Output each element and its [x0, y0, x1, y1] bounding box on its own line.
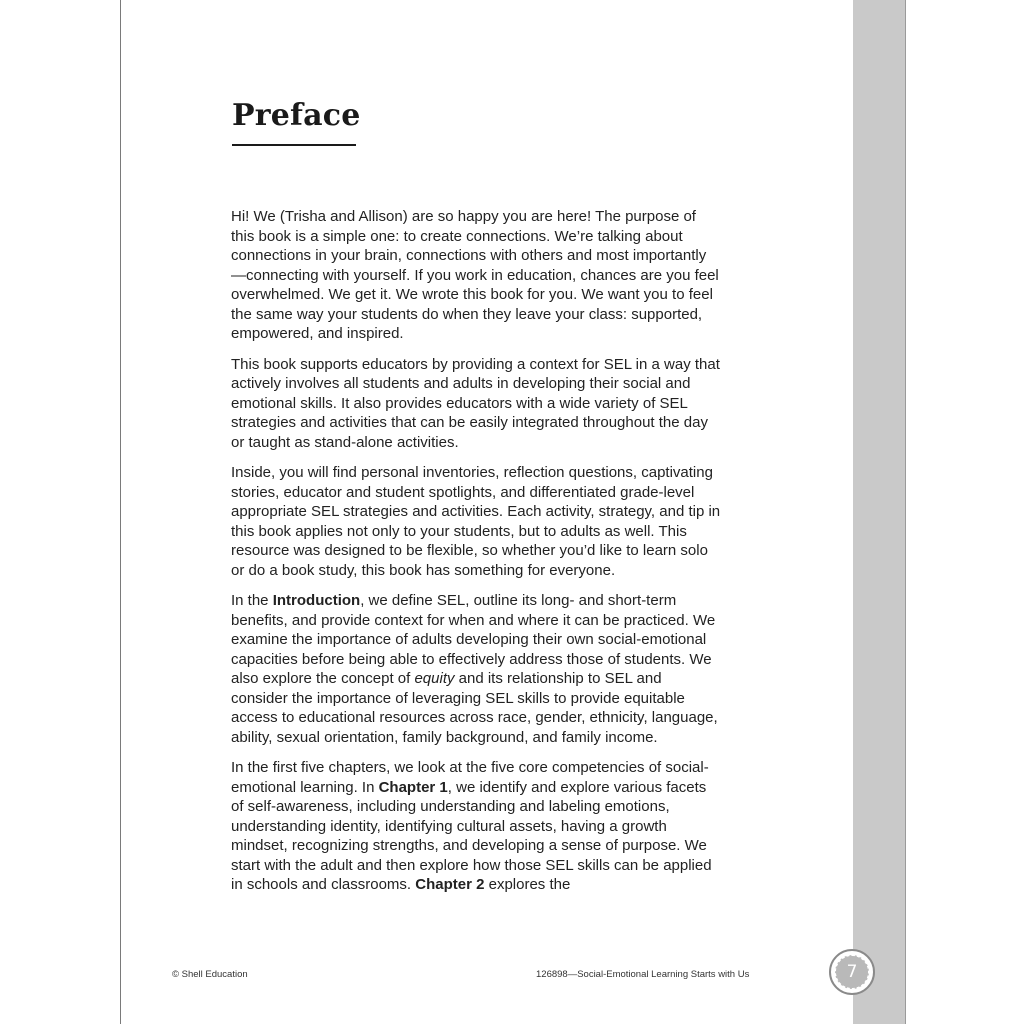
paragraph-5-text: , we identify and explore various facets of self-awareness, including understanding and labeling emotions, understanding identity, identifying cultural assets, having a growth mindset, recognizing strengths, and developing a sense of purpose. We start with the adult and then explore how those SEL skills can be applied in schools and classrooms.: [231, 778, 712, 893]
paragraph-4-text: In the: [231, 592, 273, 609]
chapter-2-term: Chapter 2: [415, 876, 485, 893]
footer-book-title: 126898—Social-Emotional Learning Starts with Us: [536, 969, 750, 980]
chapter-1-term: Chapter 1: [378, 778, 448, 796]
page-title: Preface: [232, 98, 361, 133]
paragraph-5-text: explores the: [484, 876, 571, 893]
footer-copyright: © Shell Education: [172, 969, 248, 980]
page-side-strip: [853, 0, 906, 1024]
paragraph-5: [231, 758, 721, 895]
paragraph-4-text: and its relationship to SEL and consider the importance of leveraging SEL skills to provide equitable access to educational resources across race, gender, ethnicity, language, ability, sexual orientation, family background, and family income.: [231, 670, 718, 746]
page-number: 7: [835, 955, 869, 989]
page-number-badge: [829, 949, 875, 995]
paragraph-5-text: In the first five chapters, we look at the five core competencies of social-emotional learning. In: [231, 759, 709, 796]
paragraph-4: [231, 591, 721, 747]
paragraph-1: Hi! We (Trisha and Allison) are so happy you are here! The purpose of this book is a simple one: to create connections. We’re talking about connections in your brain, connections with others and most importantly—connecting with yourself. If you work in education, chances are you feel overwhelmed. We get it. We wrote this book for you. We want you to feel the same way your students do when they leave your class: supported, empowered, and inspired.: [231, 208, 719, 342]
paragraph-2: This book supports educators by providing a context for SEL in a way that actively involves all students and adults in developing their social and emotional skills. It also provides educators with a wide variety of SEL strategies and activities that can be easily integrated throughout the day or taught as stand-alone activities.: [231, 355, 720, 451]
introduction-term: Introduction: [272, 592, 361, 609]
preface-body: [231, 207, 721, 906]
paragraph-4-text: , we define SEL, outline its long- and short-term benefits, and provide context for when and where it can be practiced. We examine the importance of adults developing their own social-emotional capacities before being able to effectively address those of students. We also explore the concept of: [231, 592, 716, 687]
equity-term: equity: [414, 670, 455, 687]
title-underline: [232, 144, 356, 146]
paragraph-3: Inside, you will find personal inventories, reflection questions, captivating stories, educator and student spotlights, and differentiated grade-level appropriate SEL strategies and activities. Each activity, strategy, and tip in this book applies not only to your students, but to adults as well. This resource was designed to be flexible, so whether you’d like to learn solo or do a book study, this book has something for everyone.: [231, 464, 721, 579]
